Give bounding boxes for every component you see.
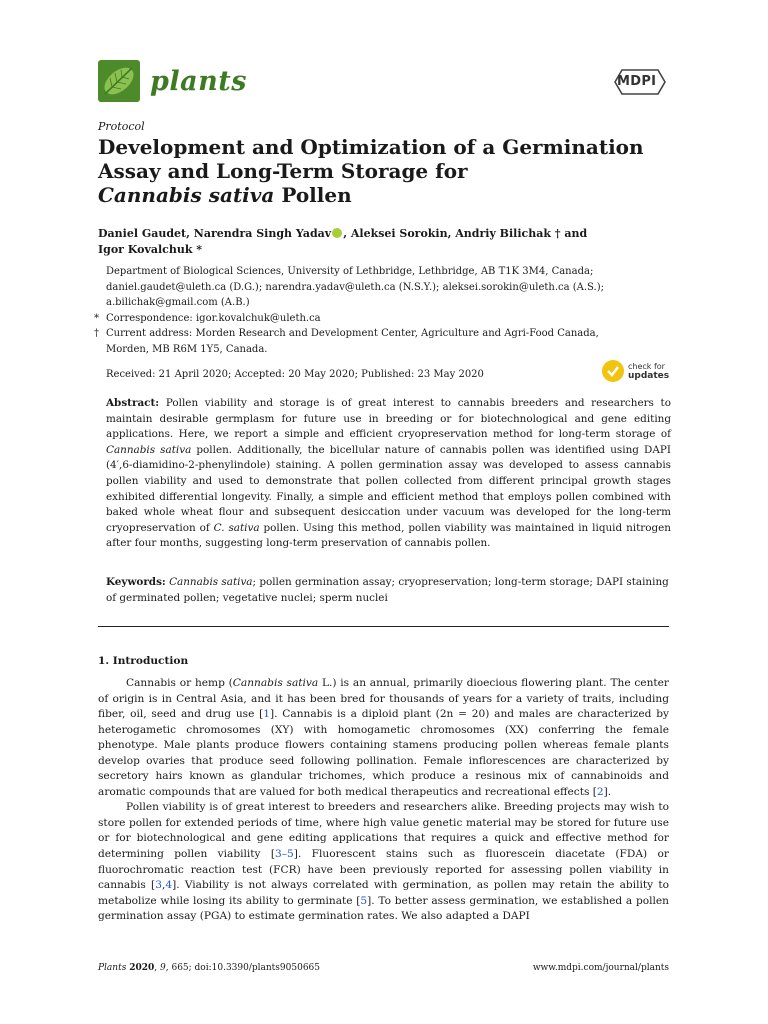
divider <box>98 626 669 627</box>
publication-dates: Received: 21 April 2020; Accepted: 20 May 2020; Published: 23 May 2020 <box>106 369 484 380</box>
correspondence-mark: * <box>94 312 99 324</box>
leaf-icon <box>98 60 140 102</box>
check-for-updates-button[interactable]: check for updates <box>602 360 669 382</box>
reference-link[interactable]: 5 <box>360 894 368 907</box>
keywords: Keywords: Cannabis sativa; pollen germination assay; cryopreservation; long-term storage; DAPI staining of germinated pollen; vegetative nuclei; sperm nuclei <box>106 576 669 604</box>
mdpi-logo[interactable] <box>611 68 669 96</box>
journal-name: plants <box>150 65 247 97</box>
current-address-mark: † <box>94 328 99 339</box>
reference-link[interactable]: 4 <box>165 879 173 892</box>
paragraph: Cannabis or hemp (Cannabis sativa L.) is an annual, primarily dioecious flowering plant. The center of origin is in Central Asia, and it has been bred for thousands of years for a variety of traits, including fiber, oil, seed and drug use [1]. Cannabis is a diploid plant (2n = 20) and males are characterized by heterogametic chromosomes (XY) with homogametic chromosomes (XX) conferring the female phenotype. Male plants produce flowers containing stamens producing pollen whereas female plants develop ovaries that produce seed following pollination. Female inflorescences are characterized by secretory hairs known as glandular trichomes, which produce a resinous mix of cannabinoids and aromatic compounds that are valued for both medical therapeutics and recreational effects [2]. <box>98 677 669 798</box>
paragraph: Pollen viability is of great interest to breeders and researchers alike. Breeding projects may wish to store pollen for extended periods of time, where high value genetic material may be stored for future use or for biotechnological and gene editing applications that requires a quick and effective method for determining pollen viability [3–5]. Fluorescent stains such as fluorescein diacetate (FDA) or fluorochromatic reaction test (FCR) have been previously reported for assessing pollen viability in cannabis [3,4]. Viability is not always correlated with germination, as pollen may retain the ability to metabolize while losing its ability to germinate [5]. To better assess germination, we established a pollen germination assay (PGA) to estimate germination rates. We also adapted a DAPI <box>98 801 669 923</box>
correspondence: Correspondence: igor.kovalchuk@uleth.ca <box>106 312 321 324</box>
section-heading: 1. Introduction <box>98 655 189 667</box>
citation-footer: Plants 2020, 9, 665; doi:10.3390/plants9050665 <box>98 963 321 973</box>
reference-link[interactable]: 2 <box>596 785 604 798</box>
journal-url-link[interactable]: www.mdpi.com/journal/plants <box>532 963 669 973</box>
publisher-name: MDPI <box>617 74 657 89</box>
section-body <box>98 676 669 925</box>
check-icon <box>602 360 624 382</box>
current-address: Current address: Morden Research and Development Center, Agriculture and Agri-Food Canada, <box>106 328 599 339</box>
abstract: Abstract: Pollen viability and storage is of great interest to cannabis breeders and researchers to maintain desirable germplasm for future use in breeding or for biotechnological and gene editing applications. Here, we report a simple and efficient cryopreservation method for long-term storage of Cannabis sativa pollen. Additionally, the bicellular nature of cannabis pollen was identified using DAPI (4′,6-diamidino-2-phenylindole) staining. A pollen germination assay was developed to assess cannabis pollen viability and used to demonstrate that pollen collected from different principal growth stages exhibited differential longevity. Finally, a simple and efficient method that employs pollen combined with baked whole wheat flour and subsequent desiccation under vacuum was developed for the long-term cryopreservation of C. sativa pollen. Using this method, pollen viability was maintained in liquid nitrogen after four months, suggesting long-term preservation of cannabis pollen. <box>106 397 671 550</box>
reference-link[interactable]: 3 <box>155 879 162 892</box>
orcid-icon[interactable] <box>332 228 342 238</box>
affiliations: Department of Biological Sciences, University of Lethbridge, Lethbridge, AB T1K 3M4, Canada; daniel.gaudet@uleth.ca (D.G.); narendra.yadav@uleth.ca (N.S.Y.); aleksei.sorokin@uleth.ca (A.S.); a.bilichak@gmail.com (A.B.) * Correspondence: igor.kovalchuk@uleth.ca † Current address: Morden Research and Development Center, Agriculture and Agri-Food Canada, Morden, MB R6M 1Y5, Canada. <box>94 266 604 355</box>
journal-logo[interactable] <box>98 60 247 102</box>
reference-link[interactable]: 3–5 <box>275 848 294 861</box>
article-type: Protocol <box>98 120 145 133</box>
reference-link[interactable]: 1 <box>263 708 271 721</box>
article-title: Development and Optimization of a Germination Assay and Long-Term Storage for Cannabis sativa Pollen <box>98 135 644 207</box>
author-list: Daniel Gaudet, Narendra Singh Yadav , Aleksei Sorokin, Andriy Bilichak † and Igor Kovalchuk * <box>98 227 588 256</box>
